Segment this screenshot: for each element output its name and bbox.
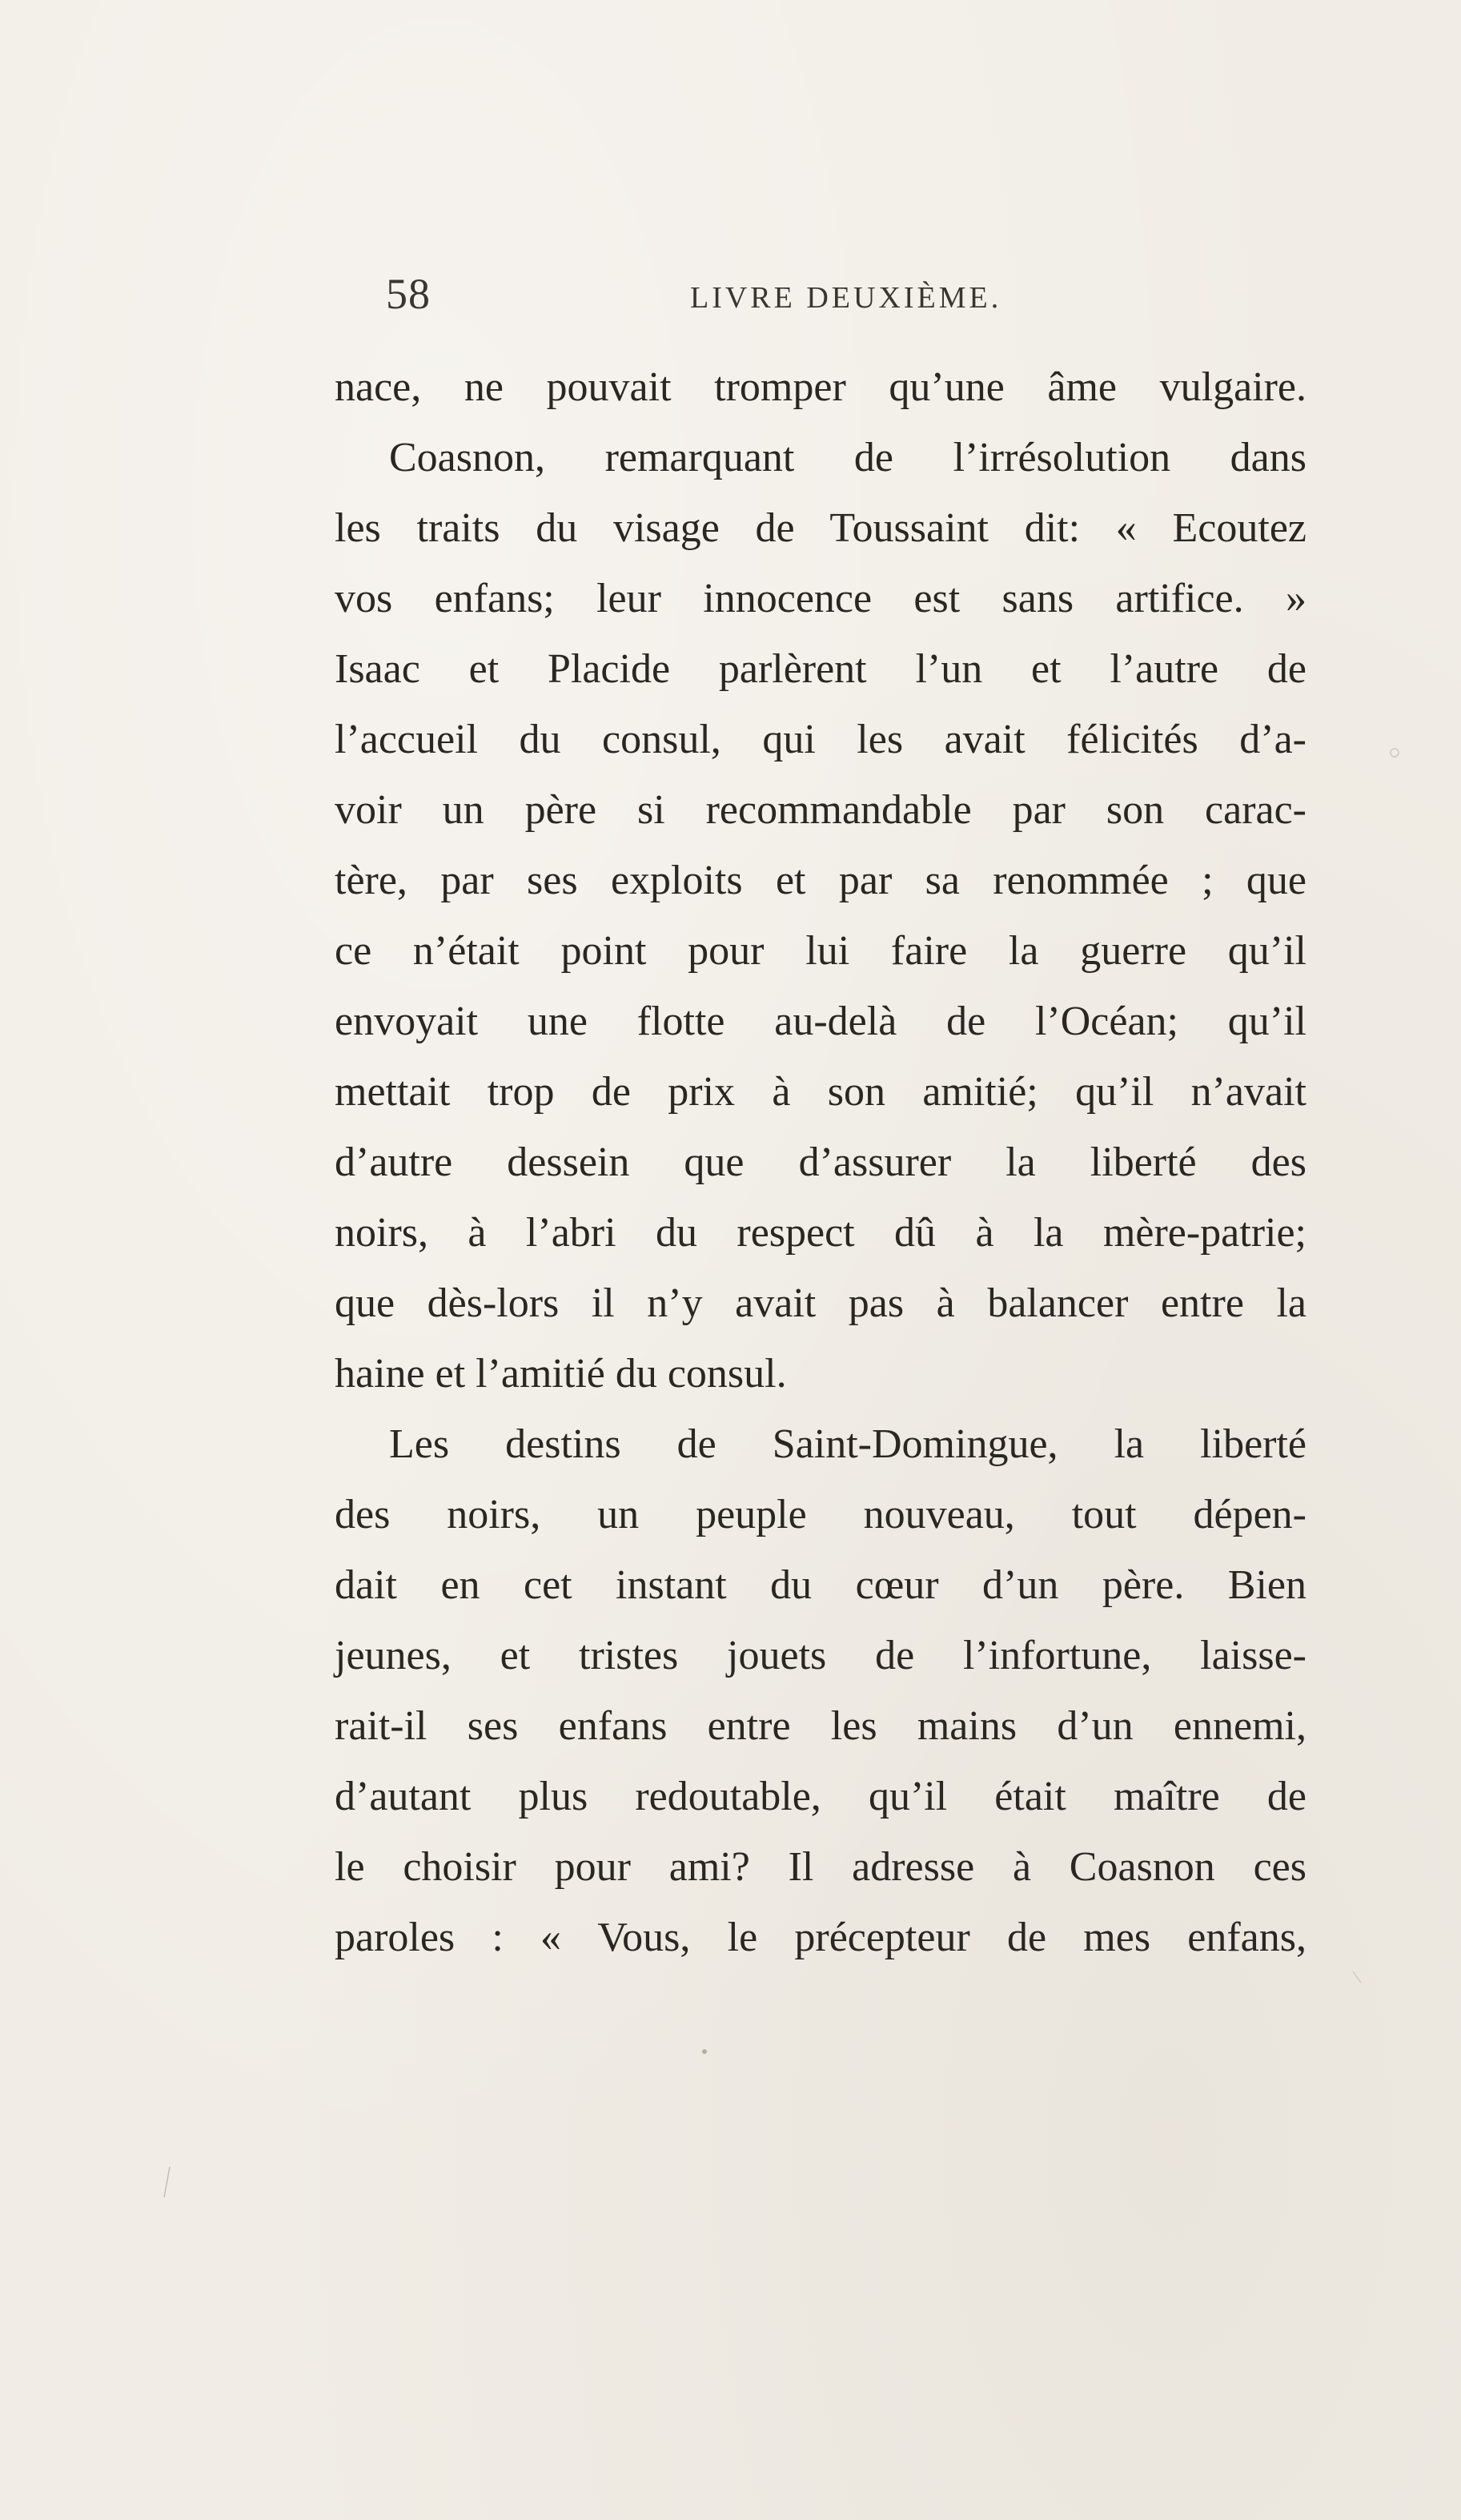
text-line: Les destins de Saint-Domingue, la liberté [389,1421,1306,1467]
text-line: rait-il ses enfans entre les mains d’un ennemi, [335,1703,1306,1749]
paper-fiber [1353,1971,1361,1983]
text-line: Isaac et Placide parlèrent l’un et l’autre de [335,646,1306,692]
text-line: nace, ne pouvait tromper qu’une âme vulgaire. [335,364,1306,410]
text-line: ce n’était point pour lui faire la guerre qu’il [335,928,1306,974]
text-line: le choisir pour ami? Il adresse à Coasnon ces [335,1844,1306,1890]
running-title: LIVRE DEUXIÈME. [690,281,1002,315]
text-line: Coasnon, remarquant de l’irrésolution dans [389,435,1306,480]
paper-speck [702,2049,707,2054]
paper-speck [1391,749,1399,757]
body-text [335,352,1306,1973]
text-line: dait en cet instant du cœur d’un père. Bien [335,1562,1306,1608]
text-line: d’autre dessein que d’assurer la liberté des [335,1139,1306,1185]
text-line: l’accueil du consul, qui les avait félicités d’a- [335,717,1306,762]
text-line: vos enfans; leur innocence est sans artifice. » [335,576,1306,621]
page-number: 58 [386,270,431,318]
text-line: les traits du visage de Toussaint dit: « Ecoutez [335,505,1306,551]
text-line: d’autant plus redoutable, qu’il était maître de [335,1774,1306,1819]
text-line: des noirs, un peuple nouveau, tout dépen- [335,1492,1306,1537]
text-line: tère, par ses exploits et par sa renommée ; que [335,858,1306,903]
text-line: envoyait une flotte au-delà de l’Océan; qu’il [335,999,1306,1044]
text-line: paroles : « Vous, le précepteur de mes enfans, [335,1915,1306,1960]
text-line: haine et l’amitié du consul. [335,1351,787,1397]
running-head [386,269,1314,333]
text-line: mettait trop de prix à son amitié; qu’il n’avait [335,1069,1306,1115]
text-line: jeunes, et tristes jouets de l’infortune, laisse- [335,1633,1306,1678]
text-line: voir un père si recommandable par son carac- [335,787,1306,833]
text-line: que dès-lors il n’y avait pas à balancer entre la [335,1280,1306,1326]
paper-fiber [164,2167,170,2197]
text-line: noirs, à l’abri du respect dû à la mère-patrie; [335,1210,1306,1256]
